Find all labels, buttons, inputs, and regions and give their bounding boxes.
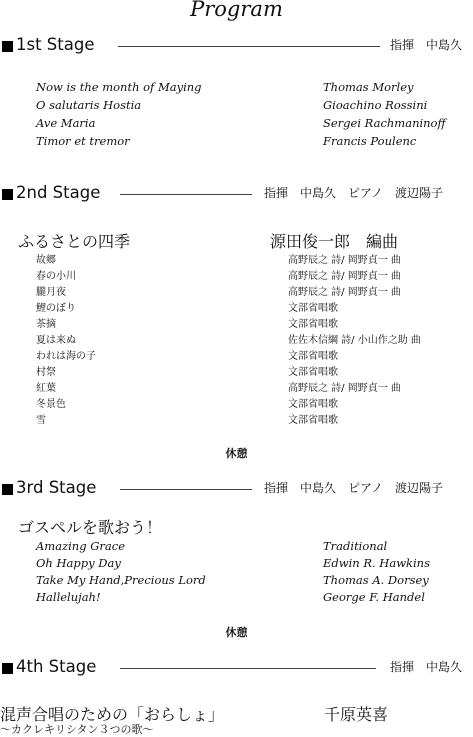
stage-3-header bbox=[0, 479, 473, 501]
song-credit: 文部省唱歌 bbox=[288, 303, 338, 314]
song-credit: 高野辰之 詩/ 岡野貞一 曲 bbox=[288, 255, 401, 266]
stage-1-header bbox=[0, 36, 473, 58]
divider-line bbox=[120, 489, 252, 490]
stage-4-staff: 指揮 中島久 bbox=[390, 660, 463, 674]
square-bullet-icon bbox=[2, 663, 13, 674]
piece-composer: George F. Handel bbox=[323, 590, 425, 604]
piece-composer: Thomas A. Dorsey bbox=[323, 573, 429, 587]
song-title: 故郷 bbox=[36, 255, 56, 266]
piece-title: Timor et tremor bbox=[36, 134, 130, 148]
divider-line bbox=[120, 194, 252, 195]
program-title: Program bbox=[190, 0, 283, 21]
intermission-label: 休憩 bbox=[225, 447, 248, 460]
piece-composer: Edwin R. Hawkins bbox=[323, 556, 430, 570]
song-title: 夏は来ぬ bbox=[36, 335, 76, 346]
divider-line bbox=[120, 668, 376, 669]
song-credit: 高野辰之 詩/ 岡野貞一 曲 bbox=[288, 383, 401, 394]
song-title: 朧月夜 bbox=[36, 287, 66, 298]
song-title: 冬景色 bbox=[36, 399, 66, 410]
divider-line bbox=[118, 46, 380, 47]
piece-composer: Francis Poulenc bbox=[323, 134, 417, 148]
song-credit: 文部省唱歌 bbox=[288, 319, 338, 330]
stage-3-label: 3rd Stage bbox=[16, 478, 97, 497]
suite-arranger: 源田俊一郎 編曲 bbox=[270, 232, 399, 251]
suite-title: ふるさとの四季 bbox=[18, 232, 131, 251]
song-title: われは海の子 bbox=[36, 351, 96, 362]
stage-2-label: 2nd Stage bbox=[16, 183, 101, 202]
piece-composer: Thomas Morley bbox=[323, 80, 414, 94]
stage-2-staff: 指揮 中島久 ピアノ 渡辺陽子 bbox=[264, 186, 444, 200]
song-title: 村祭 bbox=[36, 367, 56, 378]
piece-title: Ave Maria bbox=[36, 116, 96, 130]
work-composer: 千原英喜 bbox=[324, 705, 389, 724]
work-title: 混声合唱のための「おらしょ」 bbox=[0, 705, 225, 724]
song-title: 茶摘 bbox=[36, 319, 56, 330]
stage-1-label: 1st Stage bbox=[16, 35, 95, 54]
song-title: 紅葉 bbox=[36, 383, 56, 394]
song-title: 鯉のぼり bbox=[36, 303, 76, 314]
square-bullet-icon bbox=[2, 41, 13, 52]
song-credit: 高野辰之 詩/ 岡野貞一 曲 bbox=[288, 271, 401, 282]
square-bullet-icon bbox=[2, 484, 13, 495]
stage-3-staff: 指揮 中島久 ピアノ 渡辺陽子 bbox=[264, 481, 444, 495]
song-credit: 文部省唱歌 bbox=[288, 351, 338, 362]
stage-1-staff: 指揮 中島久 bbox=[390, 38, 463, 52]
piece-title: Hallelujah! bbox=[36, 590, 101, 604]
piece-title: Amazing Grace bbox=[36, 539, 126, 553]
piece-composer: Sergei Rachmaninoff bbox=[323, 116, 446, 130]
song-title: 春の小川 bbox=[36, 271, 76, 282]
stage-4-header bbox=[0, 658, 473, 680]
piece-title: Take My Hand,Precious Lord bbox=[36, 573, 206, 587]
piece-composer: Traditional bbox=[323, 539, 388, 553]
square-bullet-icon bbox=[2, 189, 13, 200]
song-credit: 文部省唱歌 bbox=[288, 399, 338, 410]
piece-title: O salutaris Hostia bbox=[36, 98, 142, 112]
stage-4-label: 4th Stage bbox=[16, 657, 97, 676]
piece-title: Oh Happy Day bbox=[36, 556, 121, 570]
song-credit: 文部省唱歌 bbox=[288, 415, 338, 426]
song-credit: 高野辰之 詩/ 岡野貞一 曲 bbox=[288, 287, 401, 298]
intermission-label: 休憩 bbox=[225, 626, 248, 639]
song-title: 雪 bbox=[36, 415, 46, 426]
piece-composer: Gioachino Rossini bbox=[323, 98, 428, 112]
work-subtitle: 〜カクレキリシタン３つの歌〜 bbox=[0, 723, 154, 736]
suite-title: ゴスペルを歌おう！ bbox=[18, 518, 163, 537]
stage-2-header bbox=[0, 184, 473, 206]
piece-title: Now is the month of Maying bbox=[36, 80, 202, 94]
song-credit: 佐佐木信綱 詩/ 小山作之助 曲 bbox=[288, 335, 421, 346]
song-credit: 文部省唱歌 bbox=[288, 367, 338, 378]
